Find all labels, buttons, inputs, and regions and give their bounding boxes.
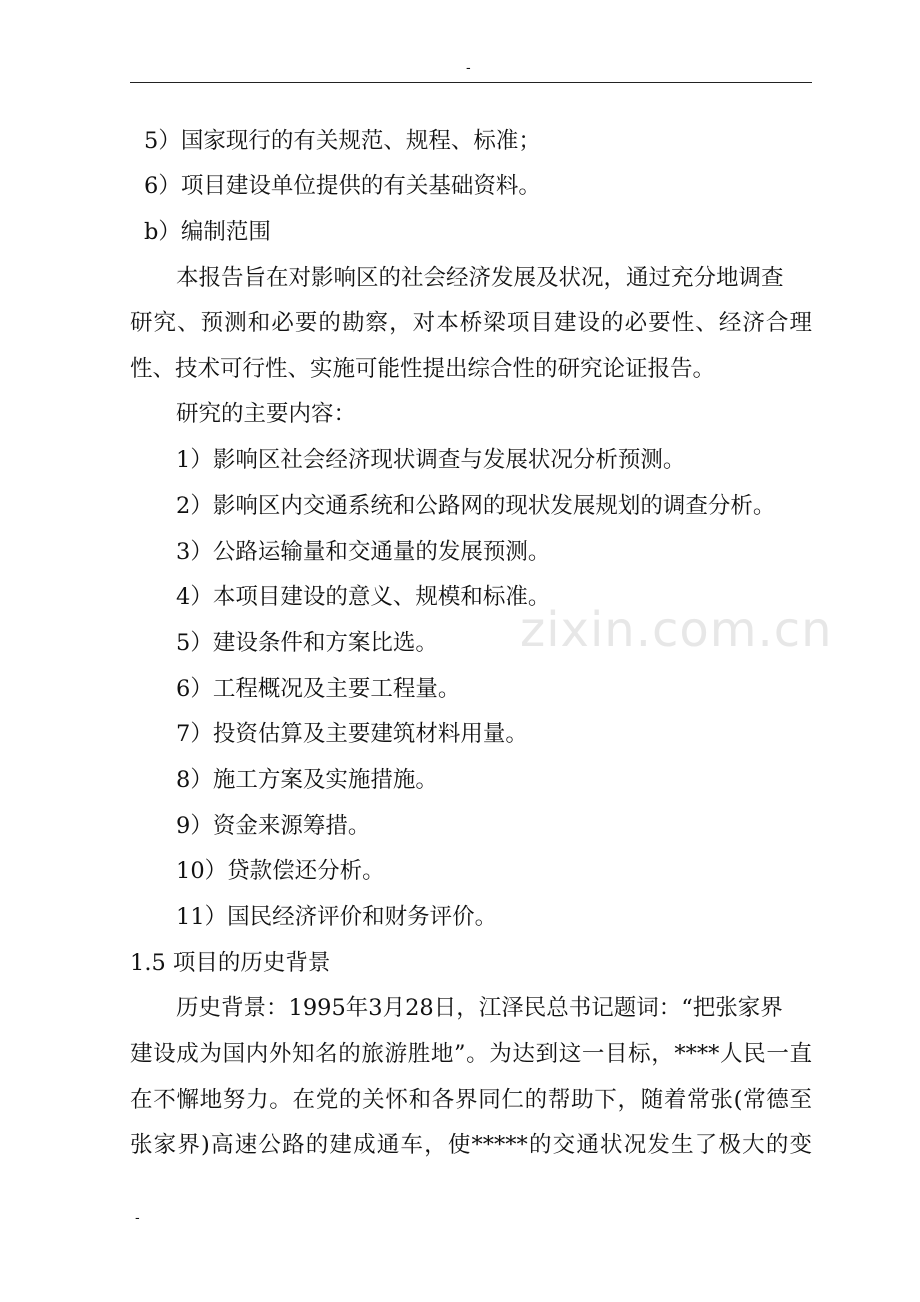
- scope-heading: b）编制范围: [144, 219, 271, 245]
- header-mark: -: [466, 61, 471, 76]
- research-item-11: 11）国民经济评价和财务评价。: [176, 904, 498, 930]
- basis-item-5: 5）国家现行的有关规范、规程、标准；: [144, 128, 541, 154]
- research-heading: 研究的主要内容：: [176, 401, 357, 427]
- research-item-10: 10）贷款偿还分析。: [176, 858, 385, 884]
- scope-paragraph-line-1: 本报告旨在对影响区的社会经济发展及状况，通过充分地调查: [176, 265, 784, 291]
- research-item-7: 7）投资估算及主要建筑材料用量。: [176, 721, 528, 747]
- research-item-1: 1）影响区社会经济现状调查与发展状况分析预测。: [176, 447, 686, 473]
- research-item-5: 5）建设条件和方案比选。: [176, 630, 438, 656]
- research-item-2: 2）影响区内交通系统和公路网的现状发展规划的调查分析。: [176, 493, 776, 519]
- research-item-6: 6）工程概况及主要工程量。: [176, 676, 461, 702]
- research-item-3: 3）公路运输量和交通量的发展预测。: [176, 539, 551, 565]
- history-paragraph-line-1: 历史背景：1995年3月28日，江泽民总书记题词：“把张家界: [176, 995, 783, 1021]
- watermark: zixin.com.cn: [520, 602, 833, 658]
- scope-paragraph-line-3: 性、技术可行性、实施可能性提出综合性的研究论证报告。: [130, 356, 716, 382]
- header-rule: [130, 82, 812, 83]
- basis-item-6: 6）项目建设单位提供的有关基础资料。: [144, 173, 541, 199]
- research-item-4: 4）本项目建设的意义、规模和标准。: [176, 584, 551, 610]
- scope-paragraph-line-2: 研究、预测和必要的勘察，对本桥梁项目建设的必要性、经济合理: [130, 310, 812, 336]
- history-paragraph-line-4: 张家界)高速公路的建成通车，使*****的交通状况发生了极大的变: [130, 1132, 812, 1158]
- history-paragraph-line-2: 建设成为国内外知名的旅游胜地”。为达到这一目标，****人民一直: [130, 1041, 812, 1067]
- section-heading-1-5: 1.5 项目的历史背景: [130, 950, 331, 976]
- history-paragraph-line-3: 在不懈地努力。在党的关怀和各界同仁的帮助下，随着常张(常德至: [130, 1087, 812, 1113]
- research-item-8: 8）施工方案及实施措施。: [176, 767, 438, 793]
- research-item-9: 9）资金来源筹措。: [176, 813, 371, 839]
- footer-mark: -: [135, 1211, 140, 1226]
